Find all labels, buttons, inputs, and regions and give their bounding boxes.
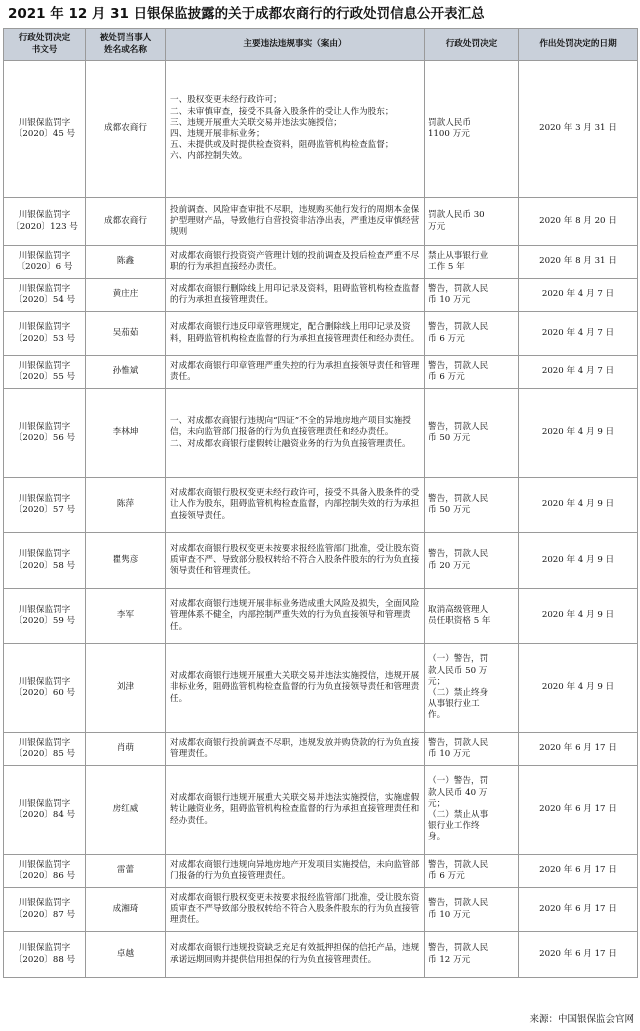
violation-facts-cell: 投前调查、风险审查审批不尽职，违规购买他行发行的周期本金保护型理财产品，导致他行自营投资非洁净出表，严重违反审慎经营规则 [166,198,425,246]
doc-number-cell: 川银保监罚字 〔2020〕53 号 [4,312,86,356]
doc-number-cell: 川银保监罚字 〔2020〕86 号 [4,855,86,888]
table-row [4,855,638,888]
party-cell: 雷蕾 [86,855,166,888]
party-cell: 房红威 [86,766,166,855]
penalty-decision-cell: 警告，罚款人民 币 20 万元 [425,533,519,589]
table-row [4,766,638,855]
table-row [4,279,638,312]
doc-number-cell: 川银保监罚字 〔2020〕84 号 [4,766,86,855]
decision-date-cell: 2020 年 6 月 17 日 [519,932,638,978]
decision-date-cell: 2020 年 6 月 17 日 [519,855,638,888]
penalty-decision-cell: （一）警告，罚 款人民币 40 万 元； （二）禁止从事 银行业工作终 身。 [425,766,519,855]
doc-number-cell: 川银保监罚字 〔2020〕55 号 [4,356,86,389]
violation-facts-cell: 对成都农商银行违反印章管理规定，配合删除线上用印记录及资料，阻碍监管机构检查监督的行为承担直接管理责任和经办责任。 [166,312,425,356]
header-party: 被处罚当事人 姓名或名称 [86,29,166,61]
party-cell: 成都农商行 [86,198,166,246]
header-facts: 主要违法违规事实（案由） [166,29,425,61]
decision-date-cell: 2020 年 6 月 17 日 [519,733,638,766]
party-cell: 成湘琦 [86,888,166,932]
decision-date-cell: 2020 年 3 月 31 日 [519,61,638,198]
decision-date-cell: 2020 年 4 月 9 日 [519,478,638,533]
violation-facts-cell: 对成都农商银行违规向异地房地产开发项目实施授信，未向监管部门报备的行为负直接管理责任。 [166,855,425,888]
header-doc-no: 行政处罚决定 书文号 [4,29,86,61]
penalty-decision-cell: 罚款人民币 30 万元 [425,198,519,246]
penalty-decision-cell: 警告，罚款人民 币 50 万元 [425,389,519,478]
party-cell: 肖萌 [86,733,166,766]
doc-number-cell: 川银保监罚字 〔2020〕59 号 [4,589,86,644]
doc-number-cell: 川银保监罚字 〔2020〕57 号 [4,478,86,533]
table-row [4,198,638,246]
violation-facts-cell: 对成都农商银行投资资产管理计划的投前调查及投后检查严重不尽职的行为承担直接经办责任。 [166,246,425,279]
decision-date-cell: 2020 年 4 月 7 日 [519,312,638,356]
doc-number-cell: 川银保监罚字 〔2020〕60 号 [4,644,86,733]
penalty-table [3,28,638,978]
violation-facts-cell: 对成都农商银行股权变更未按要求报经监管部门批准，受让股东资质审查不严导致部分股权转给不符合入股条件股东的行为负直接管理责任。 [166,888,425,932]
decision-date-cell: 2020 年 6 月 17 日 [519,888,638,932]
table-row [4,478,638,533]
penalty-decision-cell: 取消高级管理人 员任职资格 5 年 [425,589,519,644]
penalty-decision-cell: 警告，罚款人民 币 10 万元 [425,733,519,766]
violation-facts-cell: 对成都农商银行股权变更未经行政许可，接受不具备入股条件的受让人作为股东，阻碍监管机构检查监督，内部控制失效的行为承担直接领导责任。 [166,478,425,533]
violation-facts-cell: 对成都农商银行违规投资缺乏充足有效抵押担保的信托产品，违规承诺远期回购并提供信用担保的行为负直接管理责任。 [166,932,425,978]
party-cell: 吴茄茹 [86,312,166,356]
decision-date-cell: 2020 年 8 月 31 日 [519,246,638,279]
penalty-decision-cell: 警告，罚款人民 币 10 万元 [425,279,519,312]
decision-date-cell: 2020 年 8 月 20 日 [519,198,638,246]
table-row [4,589,638,644]
violation-facts-cell: 对成都农商银行违规开展非标业务造成重大风险及损失，全面风险管理体系不健全，内部控制严重失效的行为负直接领导和管理责任。 [166,589,425,644]
penalty-decision-cell: 警告，罚款人民 币 6 万元 [425,312,519,356]
table-row [4,733,638,766]
doc-number-cell: 川银保监罚字 〔2020〕88 号 [4,932,86,978]
violation-facts-cell: 对成都农商银行投前调查不尽职，违规发放并购贷款的行为负直接管理责任。 [166,733,425,766]
header-date: 作出处罚决定的日期 [519,29,638,61]
penalty-decision-cell: 警告，罚款人民 币 50 万元 [425,478,519,533]
party-cell: 李军 [86,589,166,644]
decision-date-cell: 2020 年 4 月 7 日 [519,279,638,312]
violation-facts-cell: 一、对成都农商银行违规向“四证”不全的异地房地产项目实施授信，未向监管部门报备的行为负直接管理责任和经办责任。 二、对成都农商银行虚假转让融资业务的行为负直接管理责任。 [166,389,425,478]
decision-date-cell: 2020 年 6 月 17 日 [519,766,638,855]
table-row [4,246,638,279]
party-cell: 成都农商行 [86,61,166,198]
decision-date-cell: 2020 年 4 月 9 日 [519,533,638,589]
header-decision: 行政处罚决定 [425,29,519,61]
violation-facts-cell: 对成都农商银行违规开展重大关联交易并违法实施授信，实施虚假转让融资业务，阻碍监管机构检查监督的行为承担直接管理责任和经办责任。 [166,766,425,855]
decision-date-cell: 2020 年 4 月 9 日 [519,389,638,478]
table-row [4,312,638,356]
penalty-decision-cell: 警告，罚款人民 币 6 万元 [425,356,519,389]
violation-facts-cell: 对成都农商银行违规开展重大关联交易并违法实施授信，违规开展非标业务，阻碍监管机构检查监督的行为负直接领导责任和管理责任。 [166,644,425,733]
party-cell: 刘津 [86,644,166,733]
violation-facts-cell: 对成都农商银行股权变更未按要求报经监管部门批准，受让股东资质审查不严、导致部分股权转给不符合入股条件股东的行为负直接领导责任和管理责任。 [166,533,425,589]
table-row [4,389,638,478]
doc-number-cell: 川银保监罚字 〔2020〕45 号 [4,61,86,198]
party-cell: 瞿隽彦 [86,533,166,589]
decision-date-cell: 2020 年 4 月 9 日 [519,589,638,644]
party-cell: 黄庄庄 [86,279,166,312]
table-row [4,932,638,978]
penalty-decision-cell: 警告，罚款人民 币 10 万元 [425,888,519,932]
doc-number-cell: 川银保监罚字 〔2020〕123 号 [4,198,86,246]
doc-number-cell: 川银保监罚字 〔2020〕85 号 [4,733,86,766]
party-cell: 陈鑫 [86,246,166,279]
violation-facts-cell: 对成都农商银行删除线上用印记录及资料，阻碍监管机构检查监督的行为承担直接管理责任。 [166,279,425,312]
penalty-decision-cell: 禁止从事银行业 工作 5 年 [425,246,519,279]
table-row [4,356,638,389]
party-cell: 李林坤 [86,389,166,478]
page-title: 2021 年 12 月 31 日银保监披露的关于成都农商行的行政处罚信息公开表汇总 [8,6,485,22]
party-cell: 孙惟斌 [86,356,166,389]
table-row [4,533,638,589]
decision-date-cell: 2020 年 4 月 7 日 [519,356,638,389]
table-row [4,61,638,198]
penalty-decision-cell: （一）警告，罚 款人民币 50 万 元； （二）禁止终身 从事银行业工 作。 [425,644,519,733]
doc-number-cell: 川银保监罚字 〔2020〕56 号 [4,389,86,478]
source-note: 来源：中国银保监会官网 [529,1014,634,1025]
penalty-decision-cell: 警告，罚款人民 币 12 万元 [425,932,519,978]
table-row [4,888,638,932]
violation-facts-cell: 对成都农商银行印章管理严重失控的行为承担直接领导责任和管理责任。 [166,356,425,389]
table-header-row [4,29,638,61]
party-cell: 陈萍 [86,478,166,533]
decision-date-cell: 2020 年 4 月 9 日 [519,644,638,733]
doc-number-cell: 川银保监罚字 〔2020〕58 号 [4,533,86,589]
party-cell: 卓越 [86,932,166,978]
penalty-decision-cell: 警告，罚款人民 币 6 万元 [425,855,519,888]
penalty-decision-cell: 罚款人民币 1100 万元 [425,61,519,198]
doc-number-cell: 川银保监罚字 〔2020〕6 号 [4,246,86,279]
doc-number-cell: 川银保监罚字 〔2020〕54 号 [4,279,86,312]
doc-number-cell: 川银保监罚字 〔2020〕87 号 [4,888,86,932]
table-row [4,644,638,733]
violation-facts-cell: 一、股权变更未经行政许可； 二、未审慎审查，接受不具备入股条件的受让人作为股东； 三、违规开展重大关联交易并违法实施授信； 四、违规开展非标业务； 五、未提供或及时提供检查资料，阻碍监管机构检查监督； 六、内部控制失效。 [166,61,425,198]
